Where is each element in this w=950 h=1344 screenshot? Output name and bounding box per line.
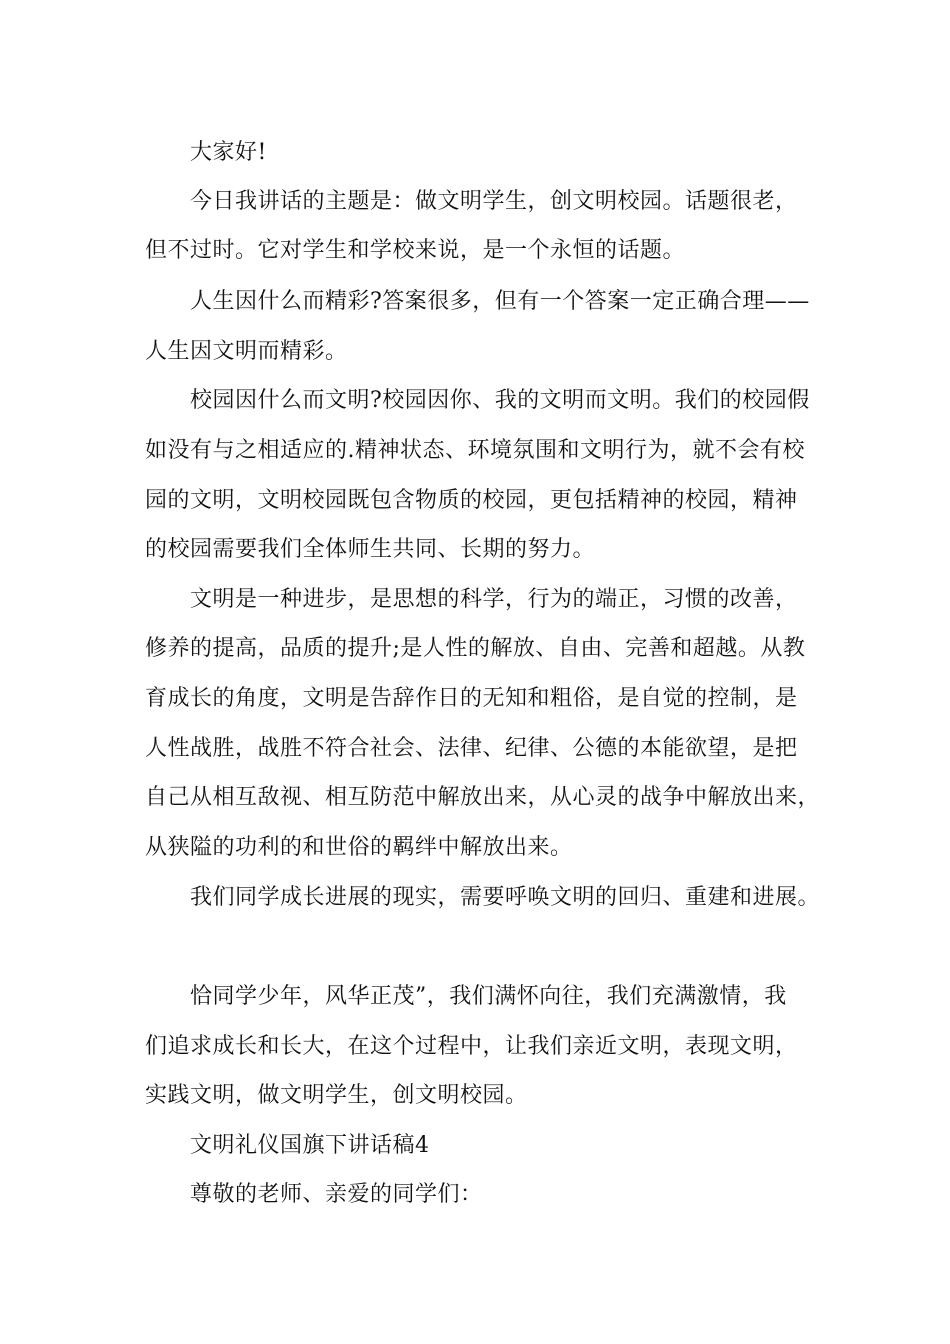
paragraph-4-line-3: 育成长的角度，文明是告辞作日的无知和粗俗，是自觉的控制，是 [145,686,798,711]
paragraph-4-line-2: 修养的提高，品质的提升;是人性的解放、自由、完善和超越。从教 [145,636,806,661]
paragraph-3-line-1: 校园因什么而文明?校园因你、我的文明而文明。我们的校园假 [190,388,810,413]
paragraph-1-line-2: 但不过时。它对学生和学校来说，是一个永恒的话题。 [145,238,686,263]
paragraph-4-line-5: 自己从相互敌视、相互防范中解放出来，从心灵的战争中解放出来， [145,785,821,810]
paragraph-6-line-2: 们追求成长和长大，在这个过程中，让我们亲近文明，表现文明， [145,1034,798,1059]
paragraph-6-line-1: 恰同学少年，风华正茂”，我们满怀向往，我们充满激情，我 [190,984,787,1009]
paragraph-5-line-1: 我们同学成长进展的现实，需要呼唤文明的回归、重建和进展。 [190,885,821,910]
paragraph-6-line-3: 实践文明，做文明学生，创文明校园。 [145,1083,528,1108]
paragraph-2-line-1: 人生因什么而精彩?答案很多，但有一个答案一定正确合理—— [190,289,810,314]
salutation-line: 尊敬的老师、亲爱的同学们： [190,1182,483,1207]
paragraph-4-line-6: 从狭隘的功利的和世俗的羁绊中解放出来。 [145,835,573,860]
paragraph-3-line-3: 园的文明，文明校园既包含物质的校园，更包括精神的校园，精神 [145,488,798,513]
paragraph-1-line-1: 今日我讲话的主题是：做文明学生，创文明校园。话题很老， [190,189,798,214]
paragraph-3-line-2: 如没有与之相适应的.精神状态、环境氛围和文明行为，就不会有校 [145,438,805,463]
paragraph-4-line-1: 文明是一种进步，是思想的科学，行为的端正，习惯的改善， [190,587,798,612]
paragraph-3-line-4: 的校园需要我们全体师生共同、长期的努力。 [145,537,596,562]
greeting-line: 大家好! [190,140,267,165]
paragraph-2-line-2: 人生因文明而精彩。 [145,339,348,364]
paragraph-4-line-4: 人性战胜，战胜不符合社会、法律、纪律、公德的本能欲望，是把 [145,736,798,761]
section-title: 文明礼仪国旗下讲话稿4 [190,1133,430,1158]
